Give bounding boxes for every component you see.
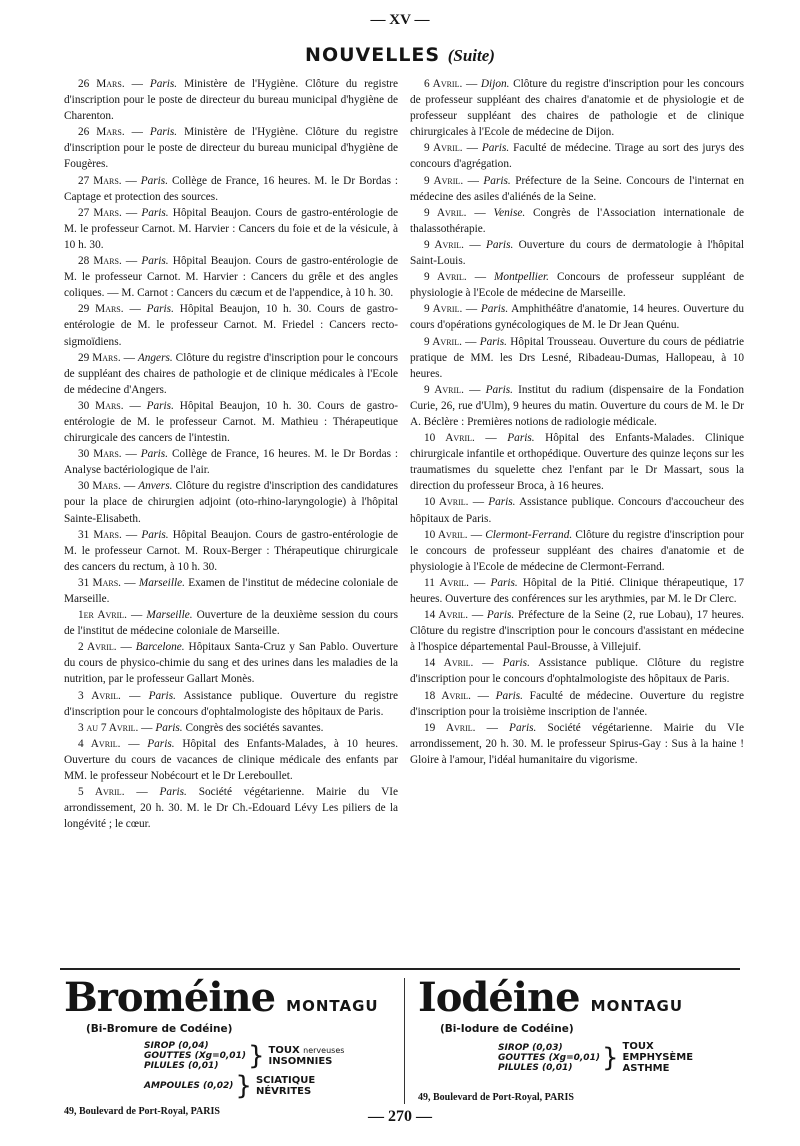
news-entry: 3 Avril. — Paris. Assistance publique. Ouverture du registre d'inscription pour le concours d'ophtalmologiste des hôpitaux de Paris. — [64, 689, 398, 718]
entry-date: 10 Avril. — [424, 432, 475, 445]
entry-date: 14 Avril. — [424, 609, 469, 622]
entry-city: Dijon. — [480, 78, 510, 90]
entry-city: Paris. — [481, 142, 510, 155]
advert-formula-group — [144, 1041, 394, 1071]
entry-date: 9 Avril. — [424, 174, 464, 187]
entry-city: Paris. — [159, 786, 187, 799]
advert-indication: NÉVRITES — [255, 1086, 312, 1097]
entry-date: 26 Mars. — [78, 126, 125, 139]
entry-city: Paris. — [495, 689, 523, 702]
entry-city: Paris. — [480, 303, 509, 316]
entry-text: Amphithéâtre d'anatomie, 14 heures. Ouverture du cours d'opérations gynécologiques de M. le Dr Jean Quénu. — [410, 303, 744, 332]
entry-date: 27 Mars. — [78, 174, 122, 187]
entry-text: Hôpital de la Pitié. Clinique thérapeutique, 17 heures. Ouverture des conférences sur les arythmies, par M. le Dr Clerc. — [410, 576, 744, 605]
entry-city: Paris. — [149, 126, 178, 139]
entry-city: Paris. — [486, 609, 515, 622]
news-entry: 29 Mars. — Paris. Hôpital Beaujon, 10 h. 30. Cours de gastro-entérologie de M. le professeur Carnot. M. Friedel : Cancers recto-sigmoïdiens. — [64, 303, 398, 348]
page-number: — 270 — — [368, 1108, 432, 1125]
news-entry: 30 Mars. — Anvers. Clôture du registre d'inscription des candidatures pour la place de chirurgien adjoint (oto-rhino-laryngologie) à l'hôpital Sainte-Elisabeth. — [64, 480, 398, 525]
brace-icon: } — [601, 1042, 619, 1073]
entry-date: 30 Mars. — [78, 480, 121, 493]
entry-city: Paris. — [509, 721, 537, 734]
news-entry: 9 Avril. — Paris. Ouverture du cours de dermatologie à l'hôpital Saint-Louis. — [410, 238, 745, 268]
entry-date: 4 Avril. — [78, 737, 121, 750]
advert-form: PILULES (0,01) — [144, 1061, 219, 1071]
entry-city: Paris. — [483, 174, 511, 187]
news-entry: 29 Mars. — Angers. Clôture du registre d'inscription pour le concours de suppléant des chaires de pathologie et de clinique médicales à l'Ecole de médecine d'Angers. — [64, 351, 398, 396]
entry-text: Faculté de médecine. Ouverture du registre d'inscription pour la troisième inscription de l'année. — [410, 689, 745, 718]
entry-date: 30 Mars. — [78, 399, 124, 412]
entry-date: 29 Mars. — [78, 351, 121, 364]
entry-text: Clôture du registre d'inscription des candidatures pour la place de chirurgien adjoint (oto-rhino-laryngologie) à l'hôpital Sainte-Elisabeth. — [64, 480, 398, 525]
entry-text: Préfecture de la Seine. Concours de l'internat en médecine des asiles d'aliénés de la Seine. — [410, 174, 744, 203]
entry-date: 6 Avril. — [424, 78, 463, 90]
entry-text: Ministère de l'Hygiène. Clôture du registre d'inscription pour le poste de directeur du bureau municipal d'hygiène de Charenton. — [64, 78, 399, 123]
section-title: NOUVELLES — [305, 44, 441, 66]
entry-city: Paris. — [488, 496, 516, 509]
entry-date: 9 Avril. — [424, 335, 462, 348]
news-entry: 31 Mars. — Paris. Hôpital Beaujon. Cours de gastro-entérologie de M. le professeur Carnot. M. Roux-Berger : Thérapeutique chirurgicale des cancers du rectum, à 10 h. 30. — [64, 528, 399, 573]
entry-text: Clôture du registre d'inscription pour les concours de professeur suppléant des chaires d'anatomie et de physiologie et de professeur suppléant des chaires de pathologie et de clinique chirurgicales à l'Ecole de médecine de Dijon. — [410, 78, 745, 139]
entry-date: 9 Avril. — [424, 238, 465, 251]
entry-date: 27 Mars. — [78, 206, 122, 219]
entry-city: Marseille. — [146, 609, 193, 622]
entry-city: Paris. — [479, 335, 508, 348]
entry-city: Angers. — [137, 351, 173, 364]
entry-text: Hôpital Beaujon. Cours de gastro-entérologie de M. le professeur Carnot. M. Harvier : Cancers du foie et de la vésicule, à 10 h. 30. — [64, 206, 399, 251]
entry-city: Paris. — [485, 238, 514, 251]
entry-date: 30 Mars. — [78, 448, 122, 461]
news-entry: 4 Avril. — Paris. Hôpital des Enfants-Malades, à 10 heures. Ouverture du cours de vacances de clinique médicale des enfants par MM. le professeur Nobécourt et le Dr Lereboullet. — [64, 737, 399, 783]
news-entry: 5 Avril. — Paris. Société végétarienne. Mairie du VIe arrondissement, 20 h. 30. M. le Dr Ch.-Edouard Lévy Les piliers de la longévité ; le cœur. — [64, 786, 399, 831]
advert-brand: Broméine — [64, 974, 276, 1021]
news-entry: 30 Mars. — Paris. Collège de France, 16 heures. M. le Dr Bordas : Analyse bactériologique de l'air. — [64, 448, 399, 477]
entry-text: Congrès de l'Association internationale de thalassothérapie. — [410, 206, 744, 235]
advert-bromeine — [64, 974, 394, 1117]
entry-city: Anvers. — [138, 480, 173, 493]
entry-city: Paris. — [155, 721, 183, 734]
news-entry: 6 Avril. — Dijon. Clôture du registre d'inscription pour les concours de professeur suppléant des chaires d'anatomie et de physiologie et de professeur suppléant des chaires de pathologie et de clinique chirurgicales à l'Ecole de médecine de Dijon. — [410, 78, 745, 139]
entry-city: Marseille. — [138, 576, 185, 589]
entry-date: 9 Avril. — [424, 383, 464, 396]
entry-date: 9 Avril. — [424, 142, 463, 155]
news-entry: 14 Avril. — Paris. Assistance publique. Clôture du registre d'inscription pour le concours d'ophtalmologiste des hôpitaux de Paris. — [410, 657, 744, 686]
entry-text: Hôpital Trousseau. Ouverture du cours de pédiatrie pratique de MM. les Drs Lesné, Ribadeau-Dumas, Hallopeau, à 10 heures. — [410, 335, 744, 380]
news-entry: 10 Avril. — Clermont-Ferrand. Clôture du registre d'inscription pour le concours de professeur suppléant des chaires d'anatomie et de physiologie à l'Ecole de médecine de Clermont-Ferrand. — [410, 528, 744, 573]
advert-address: 49, Boulevard de Port-Royal, PARIS — [418, 1092, 574, 1103]
entry-city: Paris. — [507, 432, 535, 445]
advert-subtitle: (Bi-Bromure de Codéine) — [86, 1023, 233, 1035]
entry-text: Société végétarienne. Mairie du VIe arrondissement, 20 h. 30. M. le Dr Ch.-Edouard Lévy Les piliers de la longévité ; le cœur. — [64, 786, 399, 831]
brace-icon: } — [235, 1071, 252, 1101]
entry-city: Paris. — [146, 303, 174, 316]
advert-form: AMPOULES (0,02) — [144, 1081, 234, 1091]
news-entry: 2 Avril. — Barcelone. Hôpitaux Santa-Cruz y San Pablo. Ouverture du cours de physico-chimie du sang et des urines dans les maladies de la nutrition, par le professeur Gallart Monès. — [64, 641, 399, 686]
entry-date: 10 Avril. — [424, 528, 468, 541]
advert-formula-group — [144, 1071, 394, 1101]
entry-date: 28 Mars. — [78, 255, 122, 268]
entry-text: Institut du radium (dispensaire de la Fondation Curie, 26, rue d'Ulm), 9 heures du matin. Ouverture du cours de M. le Dr A. Béclère : Premières notions de radiologie médicale. — [410, 383, 744, 428]
entry-city: Paris. — [140, 174, 169, 187]
left-column — [64, 76, 398, 832]
entry-date: 1er Avril. — [78, 609, 127, 622]
entry-text: Hôpital Beaujon. Cours de gastro-entérologie de M. le professeur Carnot. M. Harvier : Cancers du grêle et des angles coliques. — M. Carnot : Cancers du cæcum et de l'appendice, à 10 h. 30. — [64, 255, 399, 300]
advert-formula-group — [498, 1041, 748, 1074]
entry-city: Paris. — [141, 206, 169, 219]
news-entry: 26 Mars. — Paris. Ministère de l'Hygiène. Clôture du registre d'inscription pour le poste de directeur du bureau municipal d'hygiène de Fougères. — [64, 126, 399, 171]
entry-city: Paris. — [490, 576, 518, 589]
news-entry: 18 Avril. — Paris. Faculté de médecine. Ouverture du registre d'inscription pour la troisième inscription de l'année. — [410, 689, 745, 718]
news-entry: 9 Avril. — Paris. Hôpital Trousseau. Ouverture du cours de pédiatrie pratique de MM. les Drs Lesné, Ribadeau-Dumas, Hallopeau, à 10 heures. — [410, 335, 744, 380]
entry-date: 31 Mars. — [78, 528, 122, 541]
entry-date: 26 Mars. — [78, 78, 125, 90]
advert-form: GOUTTES (Xg=0,01) — [144, 1051, 246, 1061]
entry-city: Paris. — [149, 78, 178, 90]
entry-text: Préfecture de la Seine (2, rue Lobau), 17 heures. Clôture du registre d'inscription pour le concours d'assistant en médecine à l'hospice départemental Paul-Brousse, à Villejuif. — [410, 609, 744, 654]
entry-text: Clôture du registre d'inscription pour le concours de professeur suppléant des chaires d'anatomie et de physiologie à l'Ecole de médecine de Clermont-Ferrand. — [410, 528, 744, 573]
entry-city: Paris. — [147, 737, 175, 750]
entry-text: Société végétarienne. Mairie du VIe arrondissement, 20 h. 30. M. le professeur Spirus-Gay : Sus à la haine ! Gloire à l'amour, l'idéal humanitaire du vigorisme. — [410, 721, 744, 766]
news-entry: 10 Avril. — Paris. Hôpital des Enfants-Malades. Clinique chirurgicale infantile et orthopédique. Ouverture des quinze leçons sur les traumatismes du squelette chez l'enfant par le Dr Massart, sous la direction du professeur Broca, à 16 heures. — [410, 432, 744, 493]
advert-maker: MONTAGU — [590, 997, 684, 1015]
entry-city: Paris. — [485, 383, 513, 396]
news-entry: 11 Avril. — Paris. Hôpital de la Pitié. Clinique thérapeutique, 17 heures. Ouverture des conférences sur les arythmies, par M. le Dr Clerc. — [410, 576, 744, 605]
entry-text: Clôture du registre d'inscription pour le concours de suppléant des chaires de pathologie et de clinique médicales à l'Ecole de médecine d'Angers. — [64, 351, 398, 396]
advert-form: GOUTTES (Xg=0,01) — [498, 1052, 600, 1063]
entry-date: 9 Avril. — [424, 271, 467, 284]
entry-city: Venise. — [493, 206, 526, 219]
advert-address: 49, Boulevard de Port-Royal, PARIS — [64, 1106, 220, 1117]
entry-city: Paris. — [141, 528, 169, 541]
entry-text: Hôpitaux Santa-Cruz y San Pablo. Ouverture du cours de physico-chimie du sang et des urines dans les maladies de la nutrition, par le professeur Gallart Monès. — [64, 641, 399, 686]
entry-date: 9 Avril. — [424, 206, 467, 219]
entry-date: 5 Avril. — [78, 786, 125, 799]
entry-date: 10 Avril. — [424, 496, 469, 509]
news-entry: 9 Avril. — Paris. Institut du radium (dispensaire de la Fondation Curie, 26, rue d'Ulm), 9 heures du matin. Ouverture du cours de M. le Dr A. Béclère : Premières notions de radiologie médicale. — [410, 383, 744, 428]
entry-city: Paris. — [146, 399, 174, 412]
entry-text: Hôpital des Enfants-Malades. Clinique chirurgicale infantile et orthopédique. Ouverture des quinze leçons sur les traumatismes du squelette chez l'enfant par le Dr Massart, sous la direction du professeur Broca, à 16 heures. — [410, 432, 744, 493]
advert-indication: TOUX — [622, 1041, 654, 1052]
entry-date: 19 Avril. — [424, 721, 476, 734]
advert-form: PILULES (0,01) — [498, 1062, 573, 1073]
entry-text: Hôpital des Enfants-Malades, à 10 heures. Ouverture du cours de vacances de clinique médicale des enfants par MM. le professeur Nobécourt et le Dr Lereboullet. — [64, 737, 399, 783]
section-heading — [0, 44, 800, 66]
entry-text: Ouverture de la deuxième session du cours de l'institut de médecine coloniale de Marseille. — [64, 609, 398, 638]
news-entry: 14 Avril. — Paris. Préfecture de la Seine (2, rue Lobau), 17 heures. Clôture du registre d'inscription pour le concours d'assistant en médecine à l'hospice départemental Paul-Brousse, à Villejuif. — [410, 609, 744, 654]
entry-text: Examen de l'institut de médecine coloniale de Marseille. — [64, 576, 398, 605]
advert-indication: TOUX nerveuses — [268, 1045, 345, 1056]
entry-city: Montpellier. — [494, 271, 549, 284]
entry-date: 14 Avril. — [424, 657, 474, 670]
entry-date: 18 Avril. — [424, 689, 471, 702]
entry-text: Assistance publique. Ouverture du registre d'inscription pour le concours d'ophtalmologiste des hôpitaux de Paris. — [64, 689, 398, 718]
news-entry: 27 Mars. — Paris. Hôpital Beaujon. Cours de gastro-entérologie de M. le professeur Carnot. M. Harvier : Cancers du foie et de la vésicule, à 10 h. 30. — [64, 206, 399, 251]
advert-brand: Iodéine — [418, 974, 580, 1021]
advert-indication: EMPHYSÈME — [622, 1052, 694, 1063]
entry-city: Paris. — [140, 448, 169, 461]
news-entry: 30 Mars. — Paris. Hôpital Beaujon, 10 h. 30. Cours de gastro-entérologie de M. le professeur Carnot. M. Mathieu : Thérapeutique chirurgicale des cancers de l'intestin. — [64, 399, 398, 445]
advert-form: SIROP (0,03) — [498, 1042, 563, 1053]
advert-form: SIROP (0,04) — [144, 1041, 209, 1051]
advert-indication: ASTHME — [622, 1063, 670, 1074]
entry-text: Assistance publique. Clôture du registre d'inscription pour le concours d'ophtalmologiste des hôpitaux de Paris. — [410, 657, 744, 686]
entry-city: Clermont-Ferrand. — [485, 528, 573, 541]
news-entry: 3 au 7 Avril. — Paris. Congrès des sociétés savantes. — [78, 721, 324, 734]
entry-city: Paris. — [141, 255, 169, 268]
news-entry: 9 Avril. — Montpellier. Concours de professeur suppléant de physiologie à l'Ecole de médecine de Marseille. — [410, 271, 744, 300]
news-entry: 27 Mars. — Paris. Collège de France, 16 heures. M. le Dr Bordas : Captage et protection des sources. — [64, 174, 399, 203]
entry-text: Hôpital Beaujon, 10 h. 30. Cours de gastro-entérologie de M. le professeur Carnot. M. Mathieu : Thérapeutique chirurgicale des cancers de l'intestin. — [64, 399, 398, 445]
news-entry: 9 Avril. — Venise. Congrès de l'Association internationale de thalassothérapie. — [410, 206, 744, 235]
news-entry: 26 Mars. — Paris. Ministère de l'Hygiène. Clôture du registre d'inscription pour le poste de directeur du bureau municipal d'hygiène de Charenton. — [64, 78, 399, 123]
entry-text: Assistance publique. Concours d'accoucheur des hôpitaux de Paris. — [410, 496, 744, 525]
entry-city: Paris. — [502, 657, 530, 670]
advert-indication: INSOMNIES — [268, 1056, 333, 1067]
entry-city: Paris. — [148, 689, 176, 702]
news-entry: 31 Mars. — Marseille. Examen de l'institut de médecine coloniale de Marseille. — [64, 576, 398, 605]
entry-date: 11 Avril. — [424, 576, 469, 589]
entry-date: 9 Avril. — [424, 303, 463, 316]
advert-separator — [60, 968, 740, 970]
entry-text: Hôpital Beaujon, 10 h. 30. Cours de gastro-entérologie de M. le professeur Carnot. M. Friedel : Cancers recto-sigmoïdiens. — [64, 303, 398, 348]
entry-text: Ministère de l'Hygiène. Clôture du registre d'inscription pour le poste de directeur du bureau municipal d'hygiène de Fougères. — [64, 126, 399, 171]
advert-maker: MONTAGU — [286, 997, 379, 1015]
entry-date: 2 Avril. — [78, 641, 117, 654]
advert-indication: SCIATIQUE — [255, 1075, 316, 1086]
entry-text: Collège de France, 16 heures. M. le Dr Bordas : Analyse bactériologique de l'air. — [64, 448, 399, 477]
entry-text: Faculté de médecine. Tirage au sort des jurys des concours d'agrégation. — [410, 142, 745, 171]
entry-text: Ouverture du cours de dermatologie à l'hôpital Saint-Louis. — [410, 238, 745, 268]
entry-date: 3 au 7 Avril. — [78, 721, 139, 734]
news-entry: 19 Avril. — Paris. Société végétarienne. Mairie du VIe arrondissement, 20 h. 30. M. le professeur Spirus-Gay : Sus à la haine ! Gloire à l'amour, l'idéal humanitaire du vigorisme. — [410, 721, 744, 766]
entry-text: Concours de professeur suppléant de physiologie à l'Ecole de médecine de Marseille. — [410, 271, 744, 300]
entry-text: Congrès des sociétés savantes. — [185, 721, 324, 734]
brace-icon: } — [247, 1041, 265, 1071]
news-entry: 1er Avril. — Marseille. Ouverture de la deuxième session du cours de l'institut de médecine coloniale de Marseille. — [64, 609, 398, 638]
advert-divider — [404, 978, 405, 1104]
right-column — [410, 76, 744, 768]
news-entry: 9 Avril. — Paris. Faculté de médecine. Tirage au sort des jurys des concours d'agrégation. — [410, 142, 745, 171]
entry-text: Hôpital Beaujon. Cours de gastro-entérologie de M. le professeur Carnot. M. Roux-Berger : Thérapeutique chirurgicale des cancers du rectum, à 10 h. 30. — [64, 528, 399, 573]
entry-date: 3 Avril. — [78, 689, 121, 702]
page-roman-numeral: — XV — — [370, 12, 430, 28]
entry-date: 31 Mars. — [78, 576, 121, 589]
news-entry: 9 Avril. — Paris. Préfecture de la Seine. Concours de l'internat en médecine des asiles d'aliénés de la Seine. — [410, 174, 744, 203]
advert-iodeine — [418, 976, 748, 1102]
entry-date: 29 Mars. — [78, 303, 124, 316]
section-title-suffix: (Suite) — [447, 46, 495, 65]
advert-subtitle: (Bi-Iodure de Codéine) — [440, 1023, 574, 1035]
news-entry: 28 Mars. — Paris. Hôpital Beaujon. Cours de gastro-entérologie de M. le professeur Carnot. M. Harvier : Cancers du grêle et des angles coliques. — M. Carnot : Cancers du cæcum et de l'appendice, à 10 h. 30. — [64, 255, 399, 300]
news-entry: 10 Avril. — Paris. Assistance publique. Concours d'accoucheur des hôpitaux de Paris. — [410, 496, 744, 525]
entry-city: Barcelone. — [135, 641, 185, 654]
entry-text: Collège de France, 16 heures. M. le Dr Bordas : Captage et protection des sources. — [64, 174, 399, 203]
news-entry: 9 Avril. — Paris. Amphithéâtre d'anatomie, 14 heures. Ouverture du cours d'opérations gynécologiques de M. le Dr Jean Quénu. — [410, 303, 744, 332]
